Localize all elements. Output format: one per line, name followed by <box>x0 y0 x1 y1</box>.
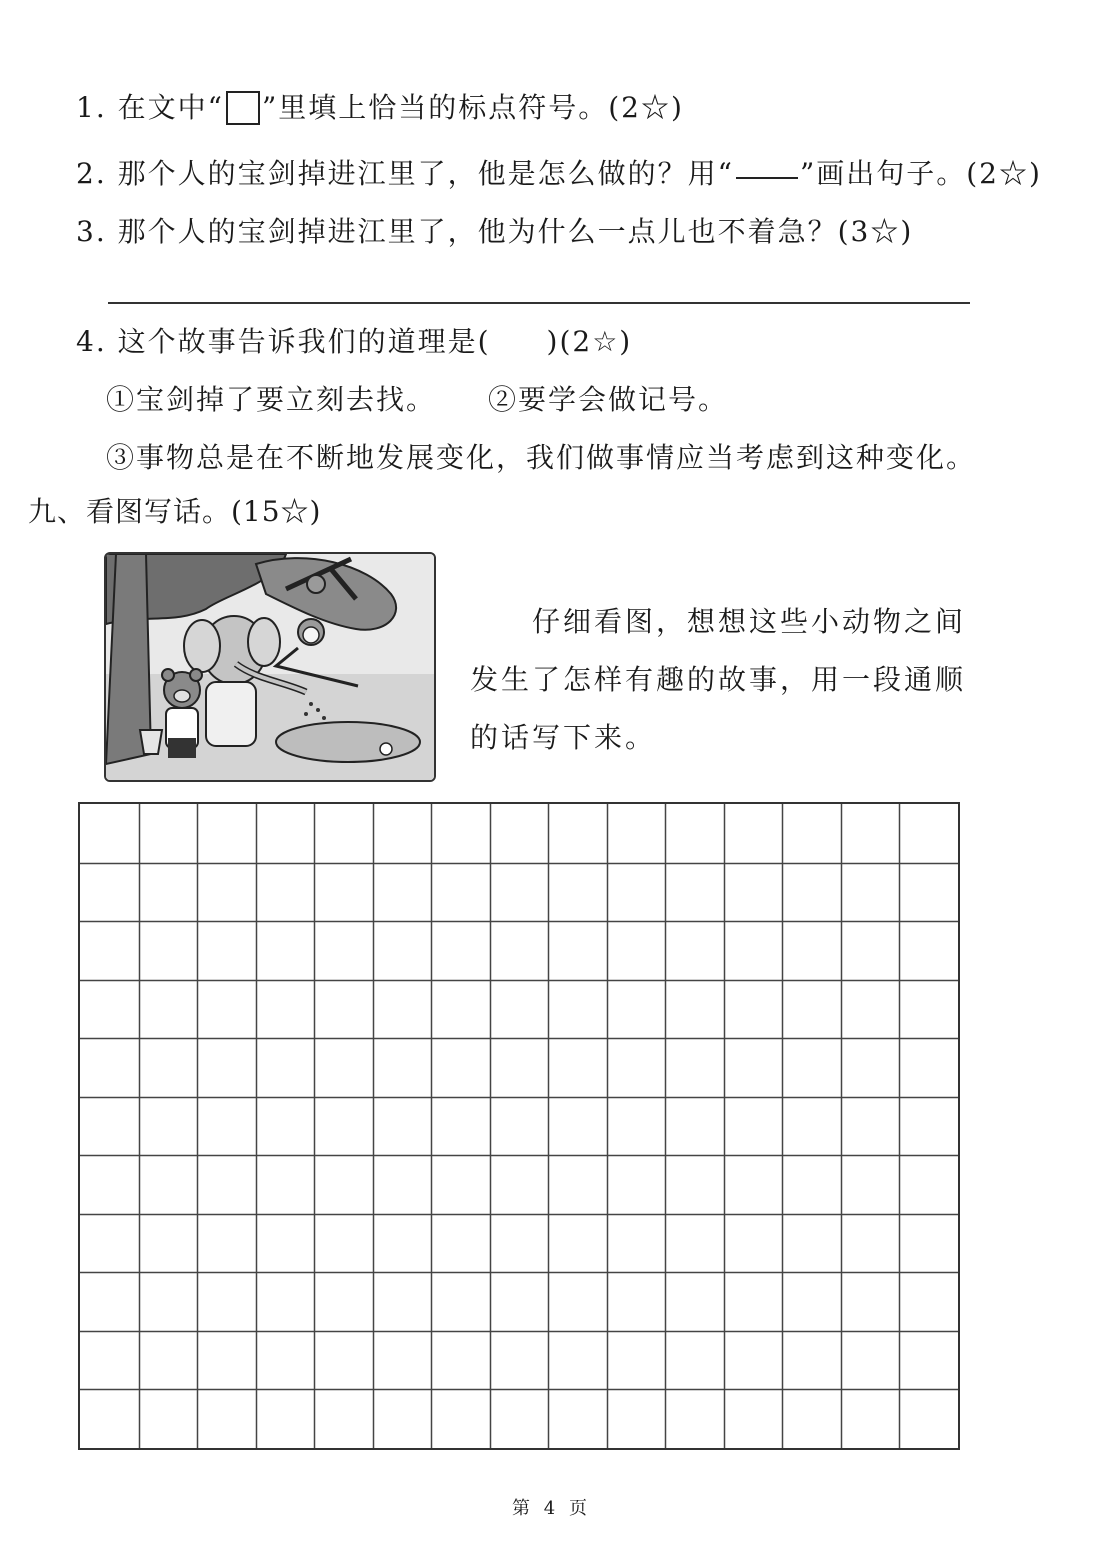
page-number: 第 4 页 <box>512 1498 591 1519</box>
question-2 <box>76 156 1042 192</box>
question-3: 3. 那个人的宝剑掉进江里了，他为什么一点儿也不着急？(3☆) <box>76 215 914 248</box>
writing-grid[interactable] <box>78 802 960 1450</box>
question-4-text-before: 4. 这个故事告诉我们的道理是( <box>76 325 491 358</box>
prompt-line-2: 发生了怎样有趣的故事，用一段通顺 <box>470 663 967 696</box>
question-4-text-after: )(2☆) <box>546 325 633 358</box>
writing-grid-lines <box>80 804 958 1448</box>
question-4 <box>76 324 632 360</box>
question-2-text-before: 2. 那个人的宝剑掉进江里了，他是怎么做的？用“ <box>76 157 734 190</box>
question-1-text-before: 1. 在文中“ <box>76 91 224 124</box>
question-2-text-after: ”画出句子。(2☆) <box>799 157 1042 190</box>
section-9-title: 九、看图写话。(15☆) <box>28 495 322 528</box>
answer-line[interactable] <box>108 302 970 304</box>
underline-sample <box>736 177 798 179</box>
punctuation-answer-box[interactable] <box>226 91 260 125</box>
prompt-line-3: 的话写下来。 <box>470 721 657 754</box>
option-3: ③事物总是在不断地发展变化，我们做事情应当考虑到这种变化。 <box>106 441 977 474</box>
illustration-drawing <box>106 554 434 780</box>
option-1: ①宝剑掉了要立刻去找。 <box>106 383 437 416</box>
question-1 <box>76 90 684 126</box>
option-2: ②要学会做记号。 <box>488 383 729 416</box>
prompt-line-1: 仔细看图，想想这些小动物之间 <box>532 605 967 638</box>
illustration-animals <box>104 552 436 782</box>
question-1-text-after: ”里填上恰当的标点符号。(2☆) <box>261 91 684 124</box>
